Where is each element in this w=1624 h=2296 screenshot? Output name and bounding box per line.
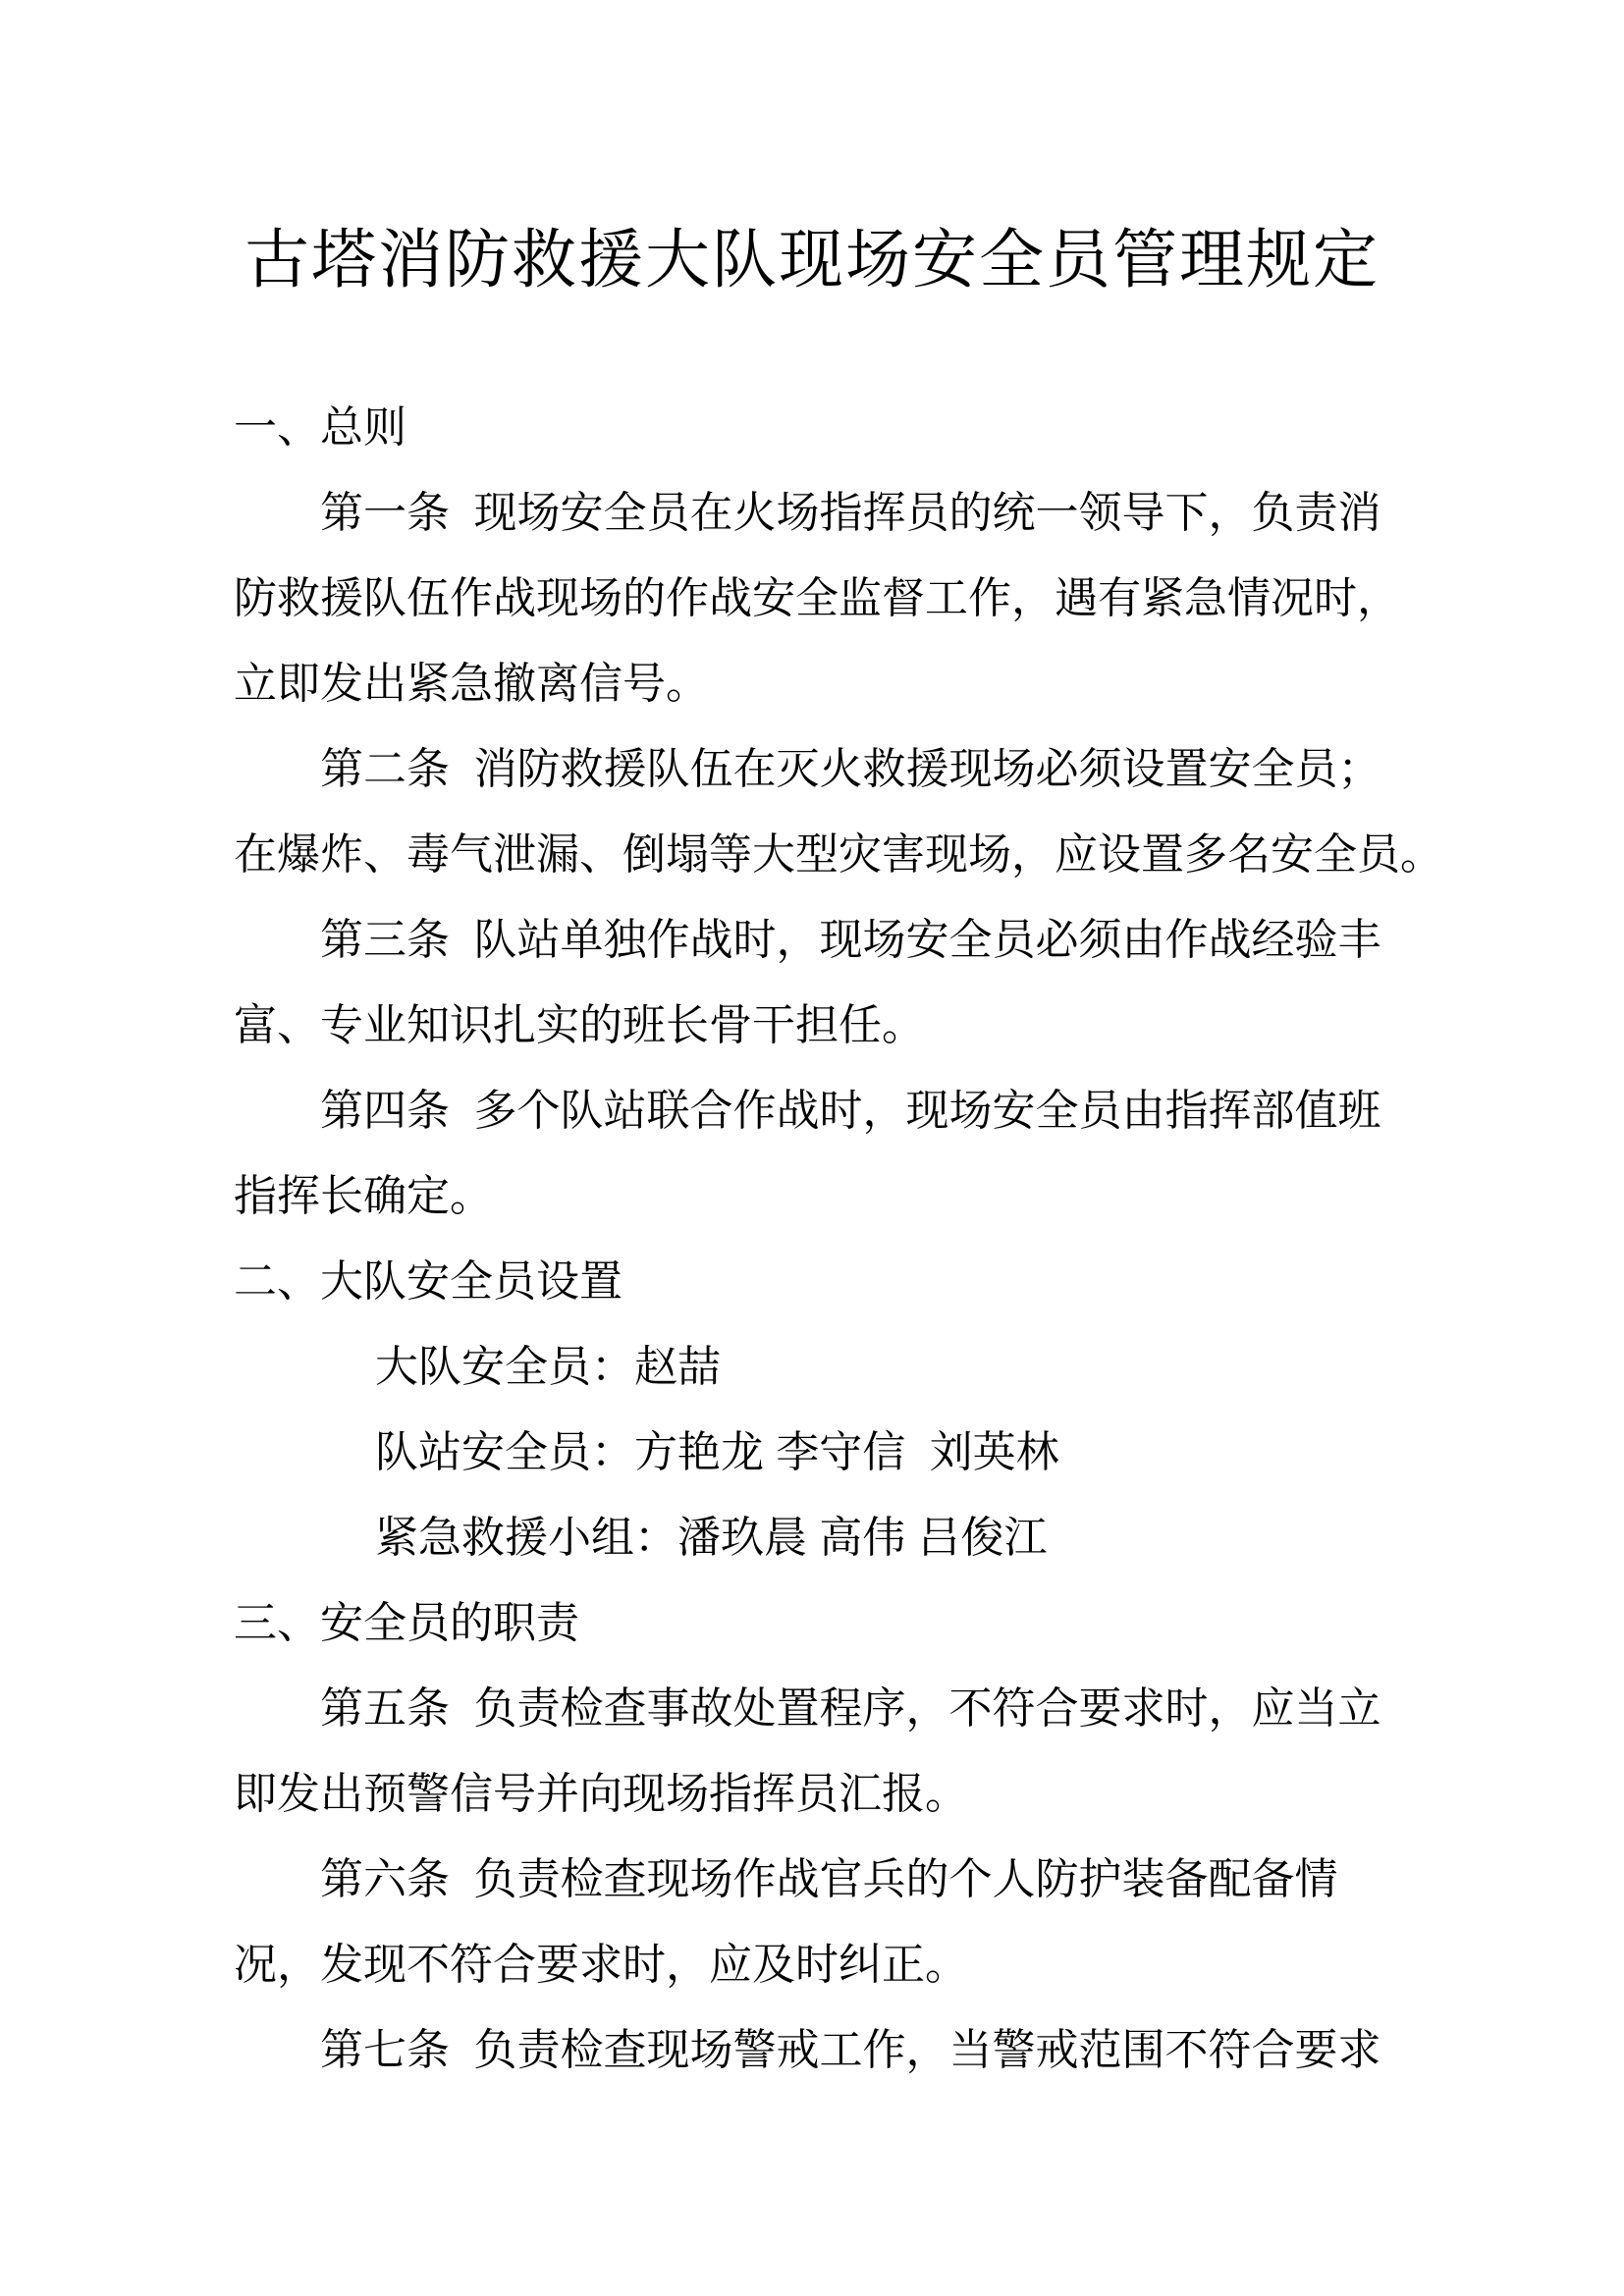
text-line: 防救援队伍作战现场的作战安全监督工作，遇有紧急情况时， bbox=[234, 574, 1400, 622]
text-line: 富、专业知识扎实的班长骨干担任。 bbox=[234, 1001, 925, 1049]
document-body bbox=[234, 385, 1443, 2093]
text-line: 紧急救援小组：潘玖晨 高伟 吕俊江 bbox=[375, 1514, 1048, 1562]
text-line: 第五条 负责检查事故处置程序，不符合要求时，应当立 bbox=[320, 1684, 1381, 1733]
text-line: 队站安全员：方艳龙 李守信 刘英林 bbox=[375, 1428, 1059, 1476]
text-line: 在爆炸、毒气泄漏、倒塌等大型灾害现场，应设置多名安全员。 bbox=[234, 830, 1443, 879]
text-line: 第六条 负责检查现场作战官兵的个人防护装备配备情 bbox=[320, 1855, 1338, 1903]
text-line: 第四条 多个队站联合作战时，现场安全员由指挥部值班 bbox=[320, 1087, 1381, 1135]
text-line: 指挥长确定。 bbox=[234, 1172, 493, 1220]
text-line: 第二条 消防救援队伍在灭火救援现场必须设置安全员； bbox=[320, 745, 1381, 793]
text-line: 一、总则 bbox=[234, 403, 406, 452]
text-line: 即发出预警信号并向现场指挥员汇报。 bbox=[234, 1770, 968, 1818]
text-line: 第七条 负责检查现场警戒工作，当警戒范围不符合要求 bbox=[320, 2026, 1381, 2074]
text-line: 第三条 队站单独作战时，现场安全员必须由作战经验丰 bbox=[320, 916, 1381, 964]
text-line: 立即发出紧急撤离信号。 bbox=[234, 660, 709, 708]
text-line: 第一条 现场安全员在火场指挥员的统一领导下，负责消 bbox=[320, 489, 1381, 537]
text-line: 况，发现不符合要求时，应及时纠正。 bbox=[234, 1941, 968, 1989]
text-line: 三、安全员的职责 bbox=[234, 1599, 579, 1647]
text-line: 大队安全员：赵喆 bbox=[375, 1343, 721, 1391]
document-title: 古塔消防救援大队现场安全员管理规定 bbox=[244, 223, 1380, 295]
text-line: 二、大队安全员设置 bbox=[234, 1257, 623, 1306]
